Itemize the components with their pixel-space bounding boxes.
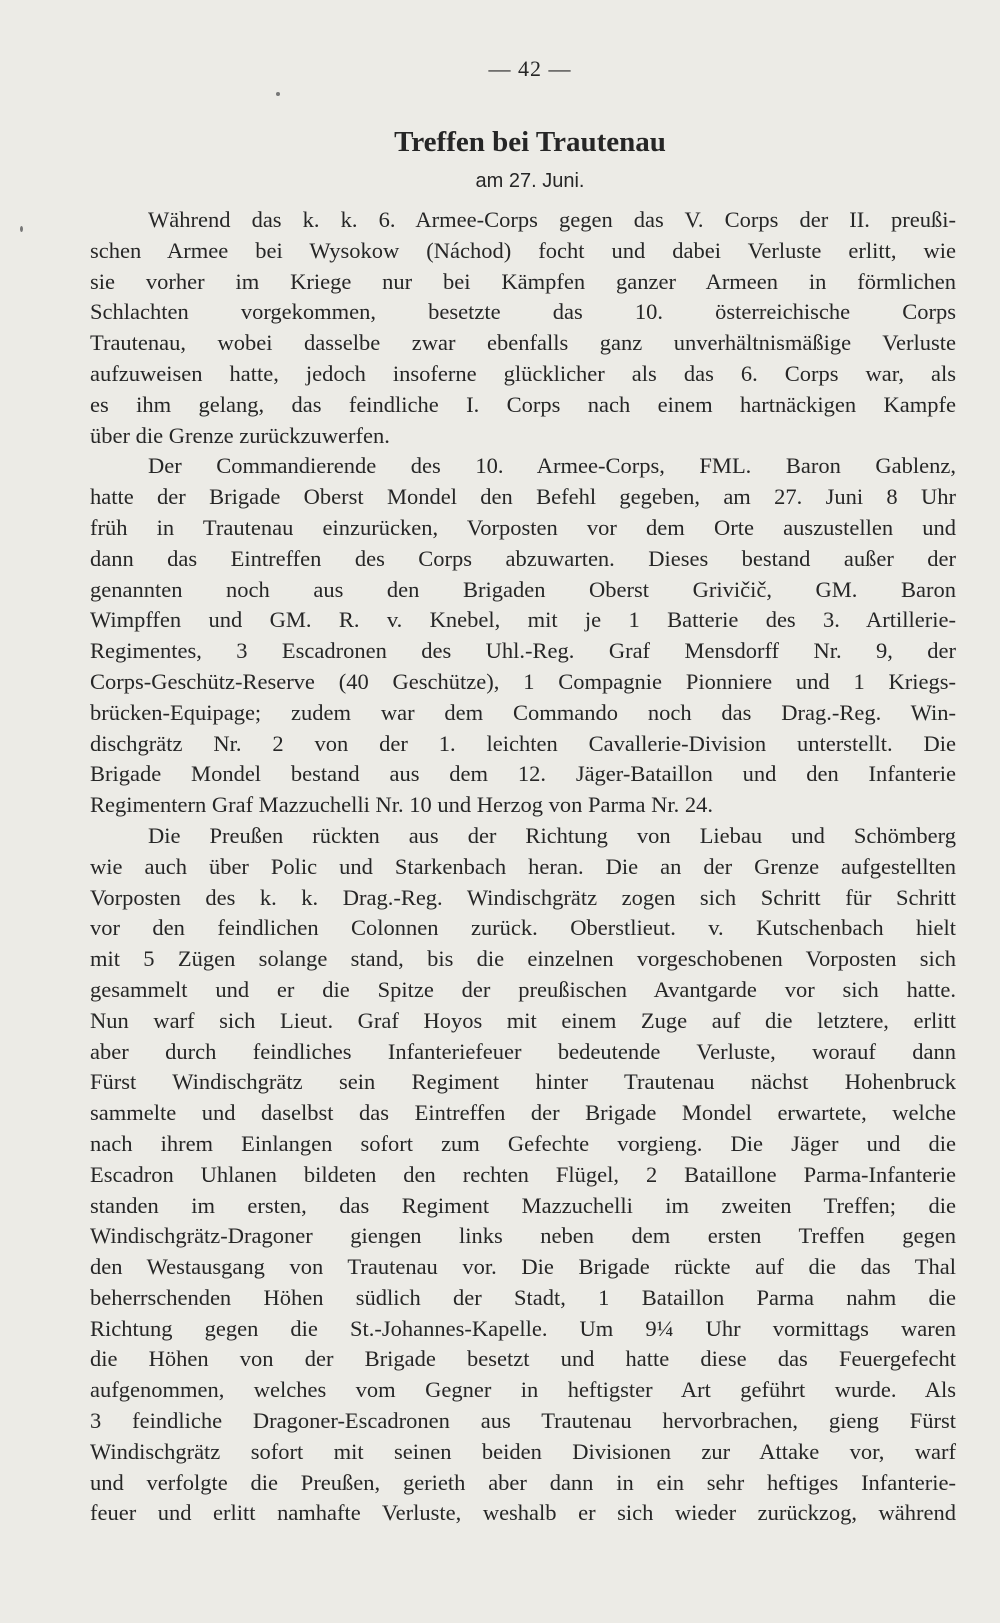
print-speck bbox=[20, 226, 23, 232]
text-line: Trautenau, wobei dasselbe zwar ebenfalls ganz unverhältnismäßige Verluste bbox=[90, 330, 956, 356]
text-line: brücken-Equipage; zudem war dem Commando noch das Drag.-Reg. Win- bbox=[90, 699, 956, 725]
text-line: und verfolgte die Preußen, gerieth aber dann in ein sehr heftiges Infanterie- bbox=[90, 1469, 956, 1495]
print-speck bbox=[276, 92, 280, 96]
text-line: 3 feindliche Dragoner-Escadronen aus Trautenau hervorbrachen, gieng Fürst bbox=[90, 1408, 956, 1434]
text-line: vor den feindlichen Colonnen zurück. Oberstlieut. v. Kutschenbach hielt bbox=[90, 915, 956, 941]
text-line: Nun warf sich Lieut. Graf Hoyos mit einem Zuge auf die letztere, erlitt bbox=[90, 1007, 956, 1033]
text-line: Richtung gegen die St.-Johannes-Kapelle. Um 9¼ Uhr vormittags waren bbox=[90, 1315, 956, 1341]
body-text bbox=[90, 205, 956, 1529]
text-line: über die Grenze zurückzuwerfen. bbox=[90, 422, 390, 448]
text-line: die Höhen von der Brigade besetzt und hatte diese das Feuergefecht bbox=[90, 1346, 956, 1372]
text-line: Wimpffen und GM. R. v. Knebel, mit je 1 Batterie des 3. Artillerie- bbox=[90, 607, 956, 633]
text-line: beherrschenden Höhen südlich der Stadt, 1 Bataillon Parma nahm die bbox=[90, 1284, 956, 1310]
text-line: früh in Trautenau einzurücken, Vorposten vor dem Orte auszustellen und bbox=[90, 514, 956, 540]
text-line: Schlachten vorgekommen, besetzte das 10. österreichische Corps bbox=[90, 299, 956, 325]
page-number: — 42 — bbox=[488, 56, 572, 81]
text-line: sammelte und daselbst das Eintreffen der Brigade Mondel erwartete, welche bbox=[90, 1100, 956, 1126]
text-line: Fürst Windischgrätz sein Regiment hinter Trautenau nächst Hohenbruck bbox=[90, 1069, 956, 1095]
section-subtitle: am 27. Juni. bbox=[475, 170, 585, 192]
text-line: nach ihrem Einlangen sofort zum Gefechte vorgieng. Die Jäger und die bbox=[90, 1130, 956, 1156]
text-line: es ihm gelang, das feindliche I. Corps nach einem hartnäckigen Kampfe bbox=[90, 391, 956, 417]
text-line: dischgrätz Nr. 2 von der 1. leichten Cavallerie-Division unterstellt. Die bbox=[90, 730, 956, 756]
text-line: Corps-Geschütz-Reserve (40 Geschütze), 1 Compagnie Pionniere und 1 Kriegs- bbox=[90, 668, 956, 694]
text-line: Regimentern Graf Mazzuchelli Nr. 10 und Herzog von Parma Nr. 24. bbox=[90, 792, 713, 818]
text-line: hatte der Brigade Oberst Mondel den Befehl gegeben, am 27. Juni 8 Uhr bbox=[90, 484, 956, 510]
text-line: dann das Eintreffen des Corps abzuwarten. Dieses bestand außer der bbox=[90, 545, 956, 571]
text-line: Windischgrätz-Dragoner giengen links neben dem ersten Treffen gegen bbox=[90, 1223, 956, 1249]
text-line: schen Armee bei Wysokow (Náchod) focht und dabei Verluste erlitt, wie bbox=[90, 237, 956, 263]
text-line: gesammelt und er die Spitze der preußischen Avantgarde vor sich hatte. bbox=[90, 976, 956, 1002]
text-line: den Westausgang von Trautenau vor. Die Brigade rückte auf die das Thal bbox=[90, 1254, 956, 1280]
text-line: Vorposten des k. k. Drag.-Reg. Windischgrätz zogen sich Schritt für Schritt bbox=[90, 884, 956, 910]
text-line: Brigade Mondel bestand aus dem 12. Jäger-Bataillon und den Infanterie bbox=[90, 761, 956, 787]
text-line: aber durch feindliches Infanteriefeuer bedeutende Verluste, worauf dann bbox=[90, 1038, 956, 1064]
text-line: genannten noch aus den Brigaden Oberst Grivičič, GM. Baron bbox=[90, 576, 956, 602]
section-title: Treffen bei Trautenau bbox=[394, 126, 666, 158]
text-line: aufzuweisen hatte, jedoch insoferne glücklicher als das 6. Corps war, als bbox=[90, 360, 956, 386]
text-line: Regimentes, 3 Escadronen des Uhl.-Reg. Graf Mensdorff Nr. 9, der bbox=[90, 638, 956, 664]
text-line: wie auch über Polic und Starkenbach heran. Die an der Grenze aufgestellten bbox=[90, 853, 956, 879]
text-line: feuer und erlitt namhafte Verluste, weshalb er sich wieder zurückzog, während bbox=[90, 1500, 956, 1526]
text-line: standen im ersten, das Regiment Mazzuchelli im zweiten Treffen; die bbox=[90, 1192, 956, 1218]
text-line: aufgenommen, welches vom Gegner in heftigster Art geführt wurde. Als bbox=[90, 1377, 956, 1403]
text-line: Windischgrätz sofort mit seinen beiden Divisionen zur Attake vor, warf bbox=[90, 1438, 956, 1464]
text-line: sie vorher im Kriege nur bei Kämpfen ganzer Armeen in förmlichen bbox=[90, 268, 956, 294]
text-line: Die Preußen rückten aus der Richtung von Liebau und Schömberg bbox=[148, 822, 956, 848]
text-line: mit 5 Zügen solange stand, bis die einzelnen vorgeschobenen Vorposten sich bbox=[90, 946, 956, 972]
text-line: Der Commandierende des 10. Armee-Corps, FML. Baron Gablenz, bbox=[148, 453, 956, 479]
text-line: Während das k. k. 6. Armee-Corps gegen das V. Corps der II. preußi- bbox=[148, 207, 956, 232]
text-line: Escadron Uhlanen bildeten den rechten Flügel, 2 Bataillone Parma-Infanterie bbox=[90, 1161, 956, 1187]
